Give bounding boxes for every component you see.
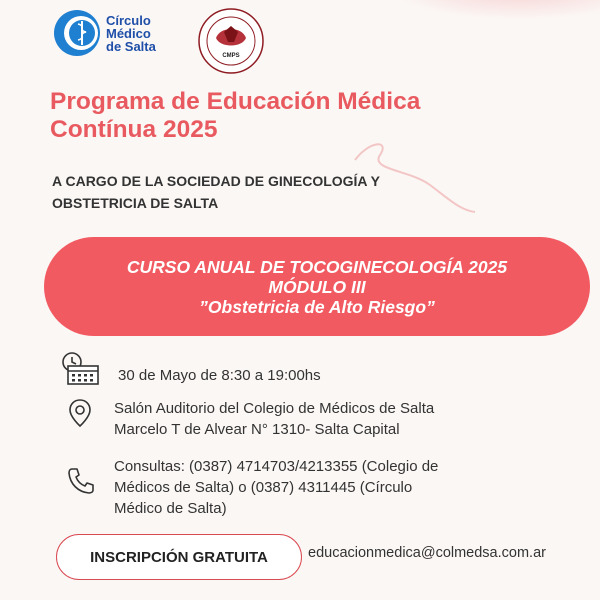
course-line-2: MÓDULO III [268,277,366,297]
logo-line-3: de Salta [106,38,156,54]
page-title [50,88,570,144]
logo-line-2: Médico [106,25,151,41]
calendar-clock-icon [60,352,102,386]
location-row [68,398,434,440]
organizer-line-2: OBSTETRICIA DE SALTA [52,195,219,211]
location-pin-icon [68,398,92,428]
event-date: 30 de Mayo de 8:30 a 19:00hs [118,367,321,384]
contact-line-3: Médico de Salta) [114,500,227,517]
seal-label: CMPS [222,53,240,59]
course-banner [44,237,590,336]
contact-email[interactable]: educacionmedica@colmedsa.com.ar [308,545,546,561]
free-registration-badge: INSCRIPCIÓN GRATUITA [56,534,302,580]
location-line-1: Salón Auditorio del Colegio de Médicos de Salta [114,400,435,417]
organizer-text [52,170,492,214]
location-line-2: Marcelo T de Alvear N° 1310- Salta Capital [114,421,400,438]
title-line-2: Contínua 2025 [50,116,218,143]
course-line-3: ”Obstetricia de Alto Riesgo” [199,297,435,317]
title-line-1: Programa de Educación Médica [50,88,421,115]
colegio-medicos-seal [198,8,264,74]
date-row [60,352,321,386]
contact-row [66,456,438,519]
circulo-medico-logo [52,8,156,58]
contact-line-2: Médicos de Salta) o (0387) 4311445 (Círculo [114,479,413,496]
course-line-1: CURSO ANUAL DE TOCOGINECOLOGÍA 2025 [126,257,508,277]
decorative-blob [390,0,600,20]
phone-icon [66,466,96,496]
organizer-line-1: A CARGO DE LA SOCIEDAD DE GINECOLOGÍA Y [52,173,380,189]
logo-line-1: Círculo [106,12,151,28]
caduceus-logo-icon [52,8,102,58]
contact-line-1: Consultas: (0387) 4714703/4213355 (Colegio de [114,458,439,475]
